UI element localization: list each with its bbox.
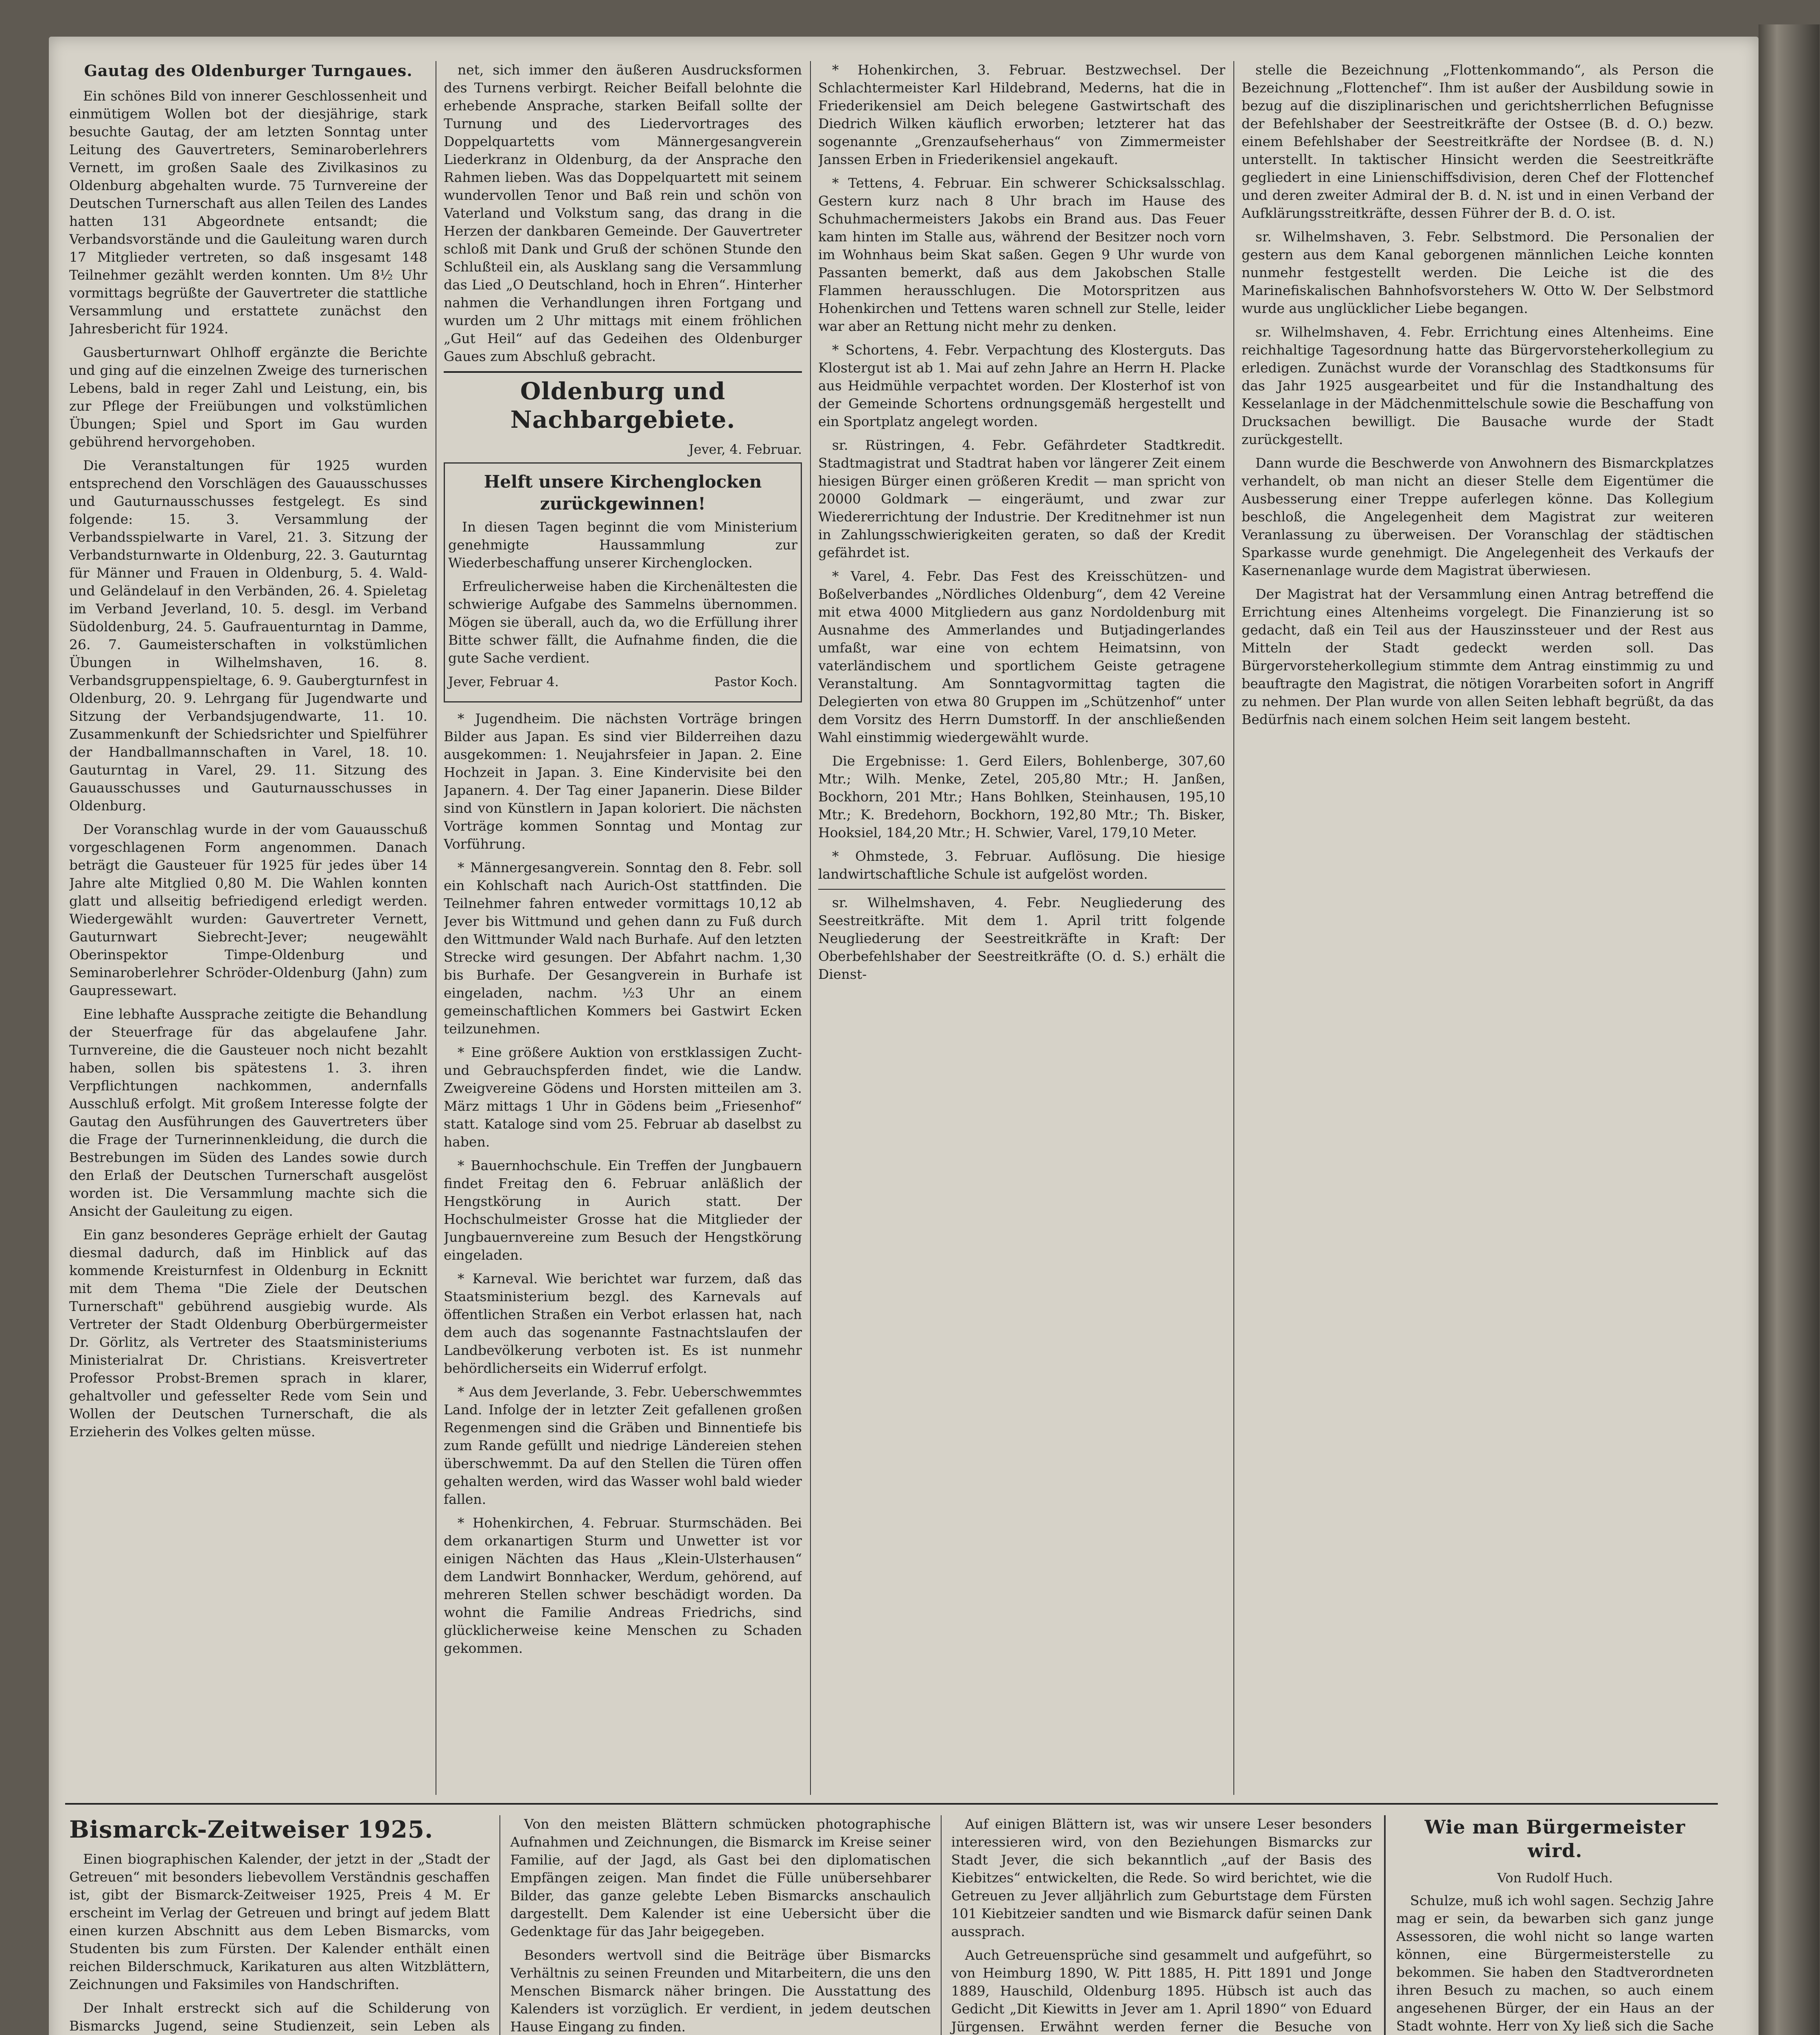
- gautag-paragraph: Gausberturnwart Ohlhoff ergänzte die Berichte und ging auf die einzelnen Zweige des turnerischen Lebens, bald in reger Zahl und Leistung, ein, bis zur Pflege der Freiübungen und volkstümlichen Übungen; Spiel und Sport im Gau wurden gebührend hervorgehoben.: [69, 344, 427, 450]
- buergermeister-title: Wie man Bürgermeister wird.: [1424, 1816, 1686, 1862]
- section-rule: [818, 889, 1225, 890]
- news-item: sr. Wilhelmshaven, 4. Febr. Neugliederung des Seestreitkräfte. Mit dem 1. April tritt folgende Neugliederung der Seestreitkräfte in Kraft: Der Oberbefehlshaber der Seestreitkräfte (O. d. S.) erhält die Dienst-: [818, 895, 1225, 982]
- column-divider: [1233, 61, 1234, 1795]
- section-rule: [444, 371, 802, 373]
- bismarck-paragraph: Einen biographischen Kalender, der jetzt in der „Stadt der Getreuen“ mit besonders liebevollem Verständnis geschaffen ist, gibt der Bismarck-Zeitweiser 1925, Preis 4 M. Er erscheint im Verlag der Getreuen und bringt auf jedem Blatt einen kurzen Abschnitt aus dem Leben Bismarcks, vom Studenten bis zum Fürsten. Der Kalender enthält einen reichen Bilderschmuck, Karikaturen aus alten Witzblättern, Zeichnungen und Faksimiles von Handschriften.: [69, 1851, 490, 1992]
- gautag-paragraph: Die Veranstaltungen für 1925 wurden entsprechend den Vorschlägen des Gauausschusses und Gauturnausschusses festgelegt. Es sind folgende: 15. 3. Versammlung der Verbandsspielwarte in Varel, 21. 3. Sitzung der Verbandsturnwarte in Oldenburg, 22. 3. Gauturntag für Männer und Frauen in Oldenburg, 5. 4. Wald- und Geländelauf in den Verbänden, 26. 4. Spieletag im Verband Jeverland, 10. 5. desgl. im Verband Südoldenburg, 24. 5. Gaufrauenturntag in Damme, 26. 7. Gaumeisterschaften in volkstümlichen Übungen in Wilhelmshaven, 16. 8. Verbandsgruppenspieltage, 6. 9. Gaubergturnfest in Oldenburg, 20. 9. Lehrgang für Jugendwarte und Sitzung der Verbandsjugendwarte, 11. 10. Zusammenkunft der Schiedsrichter und Spielführer der Handballmannschaften in Varel, 18. 10. Gauturntag in Varel, 29. 11. Sitzung des Gauausschusses und Gauturnausschusses in Oldenburg.: [69, 457, 427, 814]
- column-divider: [810, 61, 811, 1795]
- feuilleton-rule: [65, 1803, 1718, 1805]
- news-item: sr. Wilhelmshaven, 3. Febr. Selbstmord. Die Personalien der gestern aus dem Kanal geborgenen männlichen Leiche konnten nunmehr festgestellt werden. Die Leiche ist die des Marinefiskalischen Bahnhofsvorstehers W. Otto W. Der Selbstmord wurde aus unglücklicher Liebe begangen.: [1242, 229, 1714, 316]
- news-item: * Jugendheim. Die nächsten Vorträge bringen Bilder aus Japan. Es sind vier Bilderreihen dazu ausgekommen: 1. Neujahrsfeier in Japan. 2. Eine Hochzeit in Japan. 3. Eine Kindervisite bei den Japanern. 4. Der Tag einer Japanerin. Diese Bilder sind von Künstlern in Japan koloriert. Die nächsten Vorträge kommen Sonntag und Montag zur Vorführung.: [444, 711, 802, 852]
- buergermeister-article: [1396, 1815, 1714, 2035]
- gautag-paragraph: Ein ganz besonderes Gepräge erhielt der Gautag diesmal dadurch, daß im Hinblick auf das kommende Kreisturnfest in Oldenburg in Ecknitt mit dem Thema "Die Ziele der Deutschen Turnerschaft" gebührend ausgiebig wurde. Als Vertreter der Stadt Oldenburg Oberbürgermeister Dr. Görlitz, als Vertreter des Staatsministeriums Ministerialrat Dr. Christians. Kreisvertreter Professor Probst-Bremen sprach in klarer, gehaltvoller und gefesselter Rede vom Sein und Wollen der Deutschen Turnerschaft, die als Erzieherin des Volkes gelten müsse.: [69, 1227, 427, 1440]
- news-item: * Varel, 4. Febr. Das Fest des Kreisschützen- und Boßelverbandes „Nördliches Oldenburg“, dem 42 Vereine mit etwa 4000 Mitgliedern aus ganz Nordoldenburg mit Ausnahme des Ammerlandes und Butjadingerlandes umfaßt, war eine von echtem Heimatsinn, von vaterländischem und sportlichem Geiste getragene Veranstaltung. Am Sonntagvormittag tagten die Delegierten von etwa 80 Gruppen im „Schützenhof“ unter dem Vorsitz des Herrn Dumstorff. In der anschließenden Wahl einstimmig wiedergewählt wurde.: [818, 568, 1225, 745]
- news-item: * Tettens, 4. Februar. Ein schwerer Schicksalsschlag. Gestern kurz nach 8 Uhr brach im Hause des Schuhmachermeisters Jakobs ein Brand aus. Das Feuer kam hinten im Stalle aus, während der Besitzer noch vorn im Wohnhaus beim Skat saßen. Gegen 9 Uhr wurde von Passanten bemerkt, daß aus dem Jakobschen Stalle Flammen herausschlugen. Die Motorspritzen aus Hohenkirchen und Tettens waren schnell zur Stelle, leider war aber an Rettung nicht mehr zu denken.: [818, 175, 1225, 334]
- church-bells-appeal: [444, 462, 802, 702]
- news-item: stelle die Bezeichnung „Flottenkommando“, als Person die Bezeichnung „Flottenchef“. Ihm ist außer der Ausbildung sowie in bezug auf die disziplinarischen und gerichtsherrlichen Befugnisse der Befehlshaber der Seestreitkräfte der Ostsee (B. d. O.) bezw. einem Befehlshaber der Seestreitkräfte der Nordsee (B. d. N.) unterstellt. In taktischer Hinsicht werden die Seestreitkräfte gegliedert in eine Linienschiffsdivision, deren Chef der Flottenchef und deren zweiter Admiral der B. d. N. ist und in einen Verband der Aufklärungsstreitkräfte, dessen Führer der B. d. O. ist.: [1242, 62, 1714, 221]
- buergermeister-paragraph: Schulze, muß ich wohl sagen. Sechzig Jahre mag er sein, da bewarben sich ganz junge Assessoren, die wohl nicht so lange warten können, eine Bürgermeisterstelle zu bekommen. Sie haben den Stadtverordneten ihren Besuch zu machen, so auch einem angesehenen Bürger, der ein Haus an der Stadt wohnte. Herr von Xy ließ sich die Sache: [1396, 1893, 1714, 2034]
- news-item: * Bauernhochschule. Ein Treffen der Jungbauern findet Freitag den 6. Februar anläßlich der Hengstkörung in Aurich statt. Der Hochschulmeister Grosse hat die Mitglieder der Jungbauernvereine zum Besuch der Hengstkörung eingeladen.: [444, 1158, 802, 1263]
- appeal-paragraph: Erfreulicherweise haben die Kirchenältesten die schwierige Aufgabe des Sammelns übernommen. Mögen sie überall, auch da, wo die Erfüllung ihrer Bitte schwer fällt, die Aufnahme finden, die die gute Sache verdient.: [448, 578, 797, 666]
- appeal-place: Jever, Februar 4.: [448, 674, 559, 689]
- news-item: * Ohmstede, 3. Februar. Auflösung. Die hiesige landwirtschaftliche Schule ist aufgelöst worden.: [818, 848, 1225, 882]
- news-item: * Hohenkirchen, 4. Februar. Sturmschäden. Bei dem orkanartigen Sturm und Unwetter ist vor einigen Nächten das Haus „Klein-Ulsterhausen“ dem Landwirt Bonnhacker, Werdum, gehörend, auf mehreren Stellen schwer beschädigt worden. Da wohnt die Familie Andreas Friedrichs, sind glücklicherweise keine Menschen zu Schaden gekommen.: [444, 1515, 802, 1656]
- news-item: * Karneval. Wie berichtet war furzem, daß das Staatsministerium bezgl. des Karnevals auf öffentlichen Straßen ein Verbot erlassen hat, nach dem auch das sogenannte Fastnachtslaufen der Landbevölkerung verboten ist. Es ist nunmehr behördlicherseits ein Widerruf erfolgt.: [444, 1271, 802, 1376]
- gautag-continued: net, sich immer den äußeren Ausdrucksformen des Turnens verbirgt. Reicher Beifall belohnte die erhebende Ansprache, starken Beifall sollte der Turnung und des Liedervortrages des Doppelquartetts vom Männergesangverein Liederkranz in Oldenburg, da der Ansprache den Rahmen lieben. Was das Doppelquartett mit seinem wundervollen Tenor und Baß rein und schön von Vaterland und Volkstum sang, das drang in die Herzen der dankbaren Gemeinde. Der Gauvertreter schloß mit Dank und Gruß der schönen Stunde den Schlußteil ein, als Ausklang sang die Versammlung das Lied „O Deutschland, hoch in Ehren“. Hinterher nahmen die Verhandlungen ihren Fortgang und wurden um 2 Uhr mittags mit einem fröhlichen „Gut Heil“ auf das Gedeihen des Oldenburger Gaues zum Abschluß gebracht.: [444, 62, 802, 364]
- bismarck-title: Bismarck-Zeitweiser 1925.: [69, 1816, 434, 1843]
- news-item: * Hohenkirchen, 3. Februar. Bestzwechsel. Der Schlachtermeister Karl Hildebrand, Mederns, hat die in Friederikensiel am Deich belegene Gastwirtschaft des Diedrich Wilken käuflich erworben; letzterer hat das sogenannte „Grenzaufseherhaus“ von Zimmermeister Janssen Erben in Friederikensiel angekauft.: [818, 62, 1225, 167]
- gautag-paragraph: Der Voranschlag wurde in der vom Gauausschuß vorgeschlagenen Form angenommen. Danach beträgt die Gausteuer für 1925 für jedes über 14 Jahre alte Mitglied 0,80 M. Die Wahlen konnten glatt und allseitig befriedigend erledigt werden. Wiedergewählt wurden: Gauvertreter Vernett, Gauturnwart Siebrecht-Jever; neugewählt Oberinspektor Timpe-Oldenburg und Seminaroberlehrer Schröder-Oldenburg (Jahn) zum Gaupressewart.: [69, 821, 427, 998]
- news-item: sr. Rüstringen, 4. Febr. Gefährdeter Stadtkredit. Stadtmagistrat und Stadtrat haben vor längerer Zeit einem hiesigen Bürger einen größeren Kredit — man spricht von 20000 Goldmark — eingeräumt, und zwar zur Wiedererrichtung der Industrie. Der Kreditnehmer ist nun in Zahlungsschwierigkeiten geraten, so daß der Kredit gefährdet ist.: [818, 437, 1225, 560]
- news-item: Dann wurde die Beschwerde von Anwohnern des Bismarckplatzes verhandelt, ob man nicht an dieser Stelle dem Eigentümer die Ausbesserung einer Treppe auferlegen könne. Das Kollegium beschloß, die Angelegenheit dem Magistrat zur weiteren Veranlassung zu überweisen. Der Voranschlag der städtischen Sparkasse wurde genehmigt. Die Angelegenheit des Verkaufs der Kasernenanlage wurde dem Magistrat überwiesen.: [1242, 455, 1714, 578]
- bismarck-article: [69, 1815, 1372, 2035]
- bismarck-paragraph: Der Inhalt erstreckt sich auf die Schilderung von Bismarcks Jugend, seine Studienzeit, sein Leben als: [69, 2000, 490, 2034]
- news-item: * Männergesangverein. Sonntag den 8. Febr. soll ein Kohlschaft nach Aurich-Ost stattfinden. Die Teilnehmer fahren entweder vormittags 10,12 ab Jever bis Wittmund und gehen dann zu Fuß durch den Wittmunder Wald nach Burhafe. Auf den letzten Strecke wird gesungen. Der Abfahrt nachm. 1,30 bis Burhafe. Der Gesangverein in Burhafe ist eingeladen, nachm. ½3 Uhr an einem gemeinschaftlichen Kommers bei Gastwirt Ecken teilzunehmen.: [444, 860, 802, 1037]
- news-item: * Aus dem Jeverlande, 3. Febr. Ueberschwemmtes Land. Infolge der in letzter Zeit gefallenen großen Regenmengen sind die Gräben und Binnentiefe bis zum Rande gefüllt und niedrige Ländereien stehen überschwemmt. Da auf den Stellen die Türen offen gehalten werden, wird das Wasser wohl bald wieder fallen.: [444, 1384, 802, 1507]
- column-divider: [1384, 1815, 1386, 2035]
- bismarck-paragraph: Besonders wertvoll sind die Beiträge über Bismarcks Verhältnis zu seinen Freunden und Mitarbeitern, die uns den Menschen Bismarck näher bringen. Die Ausstattung des Kalenders ist vorzüglich. Er verdient, in jedem deutschen Hause Eingang zu finden.: [510, 1947, 931, 2035]
- dateline: Jever, 4. Februar.: [688, 442, 802, 457]
- news-item: Die Ergebnisse: 1. Gerd Eilers, Bohlenberge, 307,60 Mtr.; Wilh. Menke, Zetel, 205,80 Mtr.; H. Janßen, Bockhorn, 201 Mtr.; Hans Bohlken, Steinhausen, 195,10 Mtr.; K. Bredehorn, Bockhorn, 192,80 Mtr.; Th. Bisker, Hooksiel, 184,20 Mtr.; H. Schwier, Varel, 179,10 Meter.: [818, 753, 1225, 840]
- appeal-signature: [448, 673, 797, 691]
- gautag-paragraph: Eine lebhafte Aussprache zeitigte die Behandlung der Steuerfrage für das abgelaufene Jahr. Turnvereine, die die Gausteuer noch nicht bezahlt haben, sollen bis spätestens 1. 3. ihren Verpflichtungen nachkommen, andernfalls Ausschluß erfolgt. Mit großem Interesse folgte der Gautag den Ausführungen des Gauvertreters über die Frage der Turnerinnenkleidung, die durch die Bestrebungen im Süden des Landes sowie durch den Erlaß der Deutschen Turnerschaft ausgelöst worden ist. Die Versammlung machte sich die Ansicht der Gauleitung zu eigen.: [69, 1006, 427, 1219]
- buergermeister-byline: Von Rudolf Huch.: [1497, 1870, 1613, 1886]
- news-item: * Schortens, 4. Febr. Verpachtung des Klosterguts. Das Klostergut ist ab 1. Mai auf zehn Jahre an Herrn H. Placke aus Heidmühle verpachtet worden. Der Klosterhof ist von der Gemeinde Schortens ordnungsgemäß hergestellt und ein Sportplatz angelegt worden.: [818, 342, 1225, 429]
- column-1: [69, 61, 427, 1795]
- column-3: [818, 61, 1225, 1795]
- news-item: Der Magistrat hat der Versammlung einen Antrag betreffend die Errichtung eines Altenheims vorgelegt. Die Finanzierung ist so gedacht, daß ein Teil aus der Hauszinssteuer und der Rest aus Mitteln der Stadt gedeckt werden soll. Das Bürgervorsteherkollegium stimmte dem Antrag einstimmig zu und beauftragte den Magistrat, die nötigen Vorarbeiten sofort in Angriff zu nehmen. Der Plan wurde von allen Seiten lebhaft begrüßt, da das Bedürfnis nach einem solchen Heim seit langem besteht.: [1242, 586, 1714, 727]
- appeal-title: Helft unsere Kirchenglocken zurückgewinnen!: [484, 472, 762, 514]
- gautag-heading: Gautag des Oldenburger Turngaues.: [84, 61, 413, 80]
- book-page-edge: [1759, 24, 1820, 2035]
- column-4: [1242, 61, 1714, 1795]
- appeal-signer: Pastor Koch.: [714, 674, 797, 689]
- bismarck-paragraph: Auf einigen Blättern ist, was wir unsere Leser besonders interessieren wird, von den Beziehungen Bismarcks zur Stadt Jever, die sich bekanntlich „auf der Basis des Kiebitzes“ entwickelten, die Rede. So wird berichtet, wie die Getreuen zu Jever alljährlich zum Geburtstage dem Fürsten 101 Kiebitzeier sandten und wie Bismarck dafür seinen Dank aussprach.: [951, 1816, 1372, 1939]
- appeal-paragraph: In diesen Tagen beginnt die vom Ministerium genehmigte Haussammlung zur Wiederbeschaffung unserer Kirchenglocken.: [448, 519, 797, 571]
- news-item: * Eine größere Auktion von erstklassigen Zucht- und Gebrauchspferden findet, wie die Landw. Zweigvereine Gödens und Horsten mitteilen am 3. März mittags 1 Uhr in Gödens beim „Friesenhof“ statt. Kataloge sind vom 25. Februar ab daselbst zu haben.: [444, 1044, 802, 1150]
- news-item: sr. Wilhelmshaven, 4. Febr. Errichtung eines Altenheims. Eine reichhaltige Tagesordnung hatte das Bürgervorsteherkollegium zu erledigen. Zunächst wurde der Voranschlag des Stadtkonsums für das Jahr 1925 ausgearbeitet und für die Instandhaltung des Kesselanlage in der Mädchenmittelschule sowie die Beschaffung von Drucksachen bewilligt. Die Bausache wurde der Stadt zurückgestellt.: [1242, 324, 1714, 447]
- bismarck-paragraph: Auch Getreuensprüche sind gesammelt und aufgeführt, so von Heimburg 1890, W. Pitt 1885, H. Pitt 1891 und Jonge 1889, Hauschild, Oldenburg 1895. Hübsch ist auch das Gedicht „Dit Kiewitts in Jever am 1. April 1890“ von Eduard Jürgensen. Erwähnt werden ferner die Besuche von: [951, 1947, 1372, 2035]
- column-2: [444, 61, 802, 1795]
- gautag-paragraph: Ein schönes Bild von innerer Geschlossenheit und einmütigem Wollen bot der diesjährige, stark besuchte Gautag, der am letzten Sonntag unter Leitung des Gauvertreters, Seminaroberlehrers Vernett, im großen Saale des Zivilkasinos zu Oldenburg abgehalten wurde. 75 Turnvereine der Deutschen Turnerschaft aus allen Teilen des Landes hatten 131 Abgeordnete entsandt; die Verbandsvorstände und die Gauleitung waren durch 17 Mitglieder vertreten, so daß insgesamt 148 Teilnehmer gezählt werden konnten. Um 8½ Uhr vormittags begrüßte der Gauvertreter die stattliche Versammlung und erstattete zunächst den Jahresbericht für 1924.: [69, 88, 427, 337]
- bismarck-paragraph: Von den meisten Blättern schmücken photographische Aufnahmen und Zeichnungen, die Bismarck im Kreise seiner Familie, auf der Jagd, als Gast bei den diplomatischen Empfängen zeigen. Man findet die Fülle unübersehbarer Bilder, das ganze gelebte Leben Bismarcks anschaulich dargestellt. Dem Kalender ist eine Uebersicht über die Gedenktage für das Jahr beigegeben.: [510, 1816, 931, 1939]
- oldenburg-heading: Oldenburg und Nachbargebiete.: [510, 377, 736, 433]
- newspaper-page: [49, 37, 1759, 2035]
